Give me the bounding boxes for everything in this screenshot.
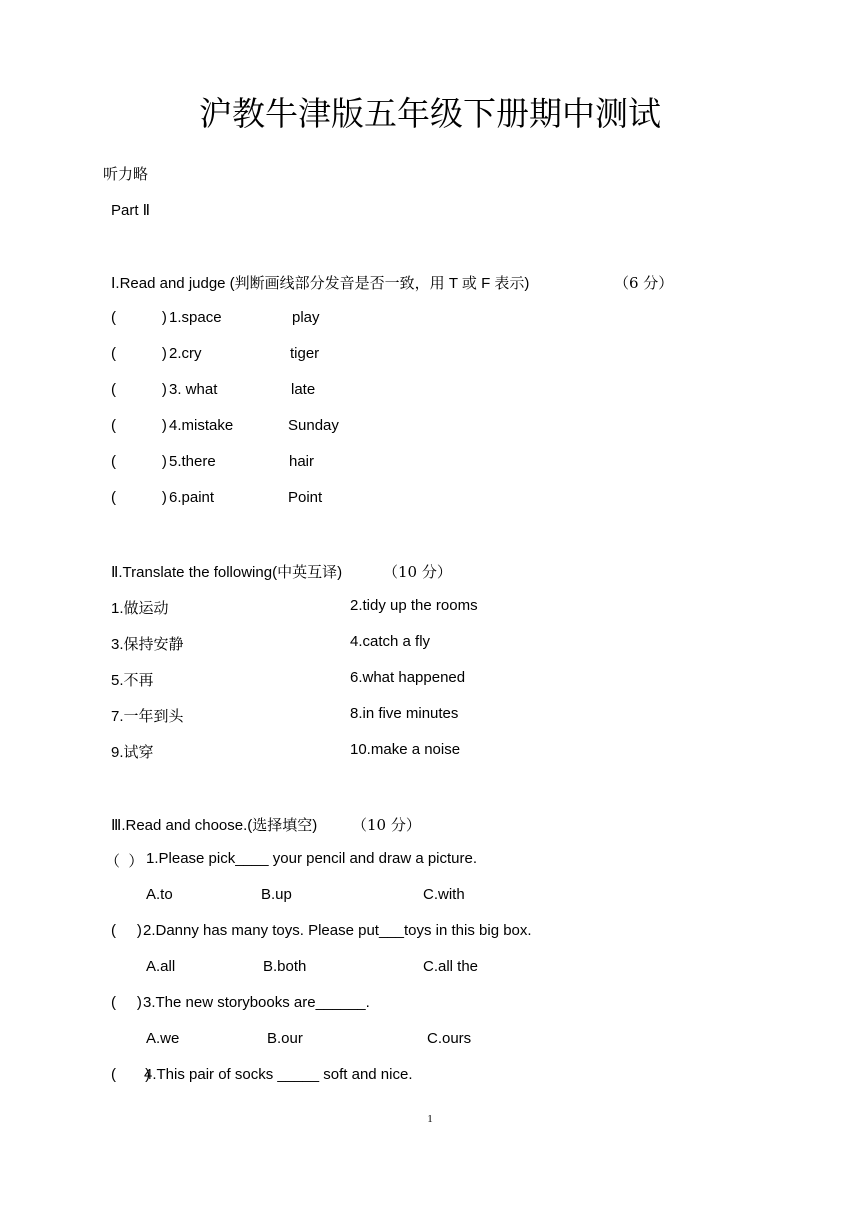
- answer-bracket: ( ): [111, 309, 167, 326]
- page-number: 1: [427, 1113, 433, 1125]
- answer-bracket: ( ): [111, 453, 167, 470]
- question-text: 1.Please pick____ your pencil and draw a picture.: [146, 850, 478, 867]
- translate-item-right: 10.make a noise: [350, 741, 461, 758]
- translate-item-right: 6.what happened: [350, 669, 466, 686]
- item-pair-word: play: [292, 309, 320, 326]
- section1-score: （6 分）: [614, 274, 674, 292]
- translate-item-right: 8.in five minutes: [350, 705, 459, 722]
- question-text: 3.The new storybooks are______.: [143, 994, 370, 1011]
- translate-item-right: 4.catch a fly: [350, 633, 431, 650]
- section2-heading: Ⅱ.Translate the following(中英互译): [111, 564, 343, 581]
- section2-score: （10 分）: [383, 563, 452, 581]
- item-word: 2.cry: [169, 345, 202, 362]
- answer-bracket: （ ）: [105, 853, 144, 870]
- answer-bracket: ( ): [111, 381, 167, 398]
- answer-bracket: ( ): [111, 489, 167, 506]
- translate-item-left: 1.做运动: [111, 600, 169, 617]
- option-b: B.our: [267, 1030, 303, 1047]
- answer-bracket: ( ): [111, 345, 167, 362]
- item-word: 4.mistake: [169, 417, 234, 434]
- item-pair-word: tiger: [290, 345, 320, 362]
- answer-bracket: ( ): [111, 417, 167, 434]
- item-word: 5.there: [169, 453, 216, 470]
- translate-item-right: 2.tidy up the rooms: [350, 597, 478, 614]
- option-c: C.ours: [427, 1030, 472, 1047]
- item-word: 3. what: [169, 381, 218, 398]
- section1-heading: Ⅰ.Read and judge (判断画线部分发音是否一致，用 T 或 F 表示): [111, 275, 530, 292]
- item-pair-word: Point: [288, 489, 323, 506]
- option-a: A.all: [146, 958, 176, 975]
- part-label: Part Ⅱ: [111, 202, 151, 219]
- item-pair-word: Sunday: [288, 417, 339, 434]
- option-b: B.both: [263, 958, 307, 975]
- section3-score: （10 分）: [352, 816, 421, 834]
- translate-item-left: 5.不再: [111, 672, 154, 689]
- option-b: B.up: [261, 886, 292, 903]
- section3-heading: Ⅲ.Read and choose.(选择填空): [111, 817, 318, 834]
- translate-item-left: 7.一年到头: [111, 708, 184, 725]
- item-pair-word: hair: [289, 453, 315, 470]
- option-a: A.to: [146, 886, 173, 903]
- answer-bracket: ( ): [111, 922, 142, 939]
- item-word: 1.space: [169, 309, 222, 326]
- listening-note: 听力略: [103, 165, 149, 183]
- question-text: 2.Danny has many toys. Please put___toys in this big box.: [143, 922, 532, 939]
- answer-bracket: ( ): [111, 994, 142, 1011]
- translate-item-left: 9.试穿: [111, 744, 154, 761]
- option-a: A.we: [146, 1030, 180, 1047]
- question-text: 4.This pair of socks _____ soft and nice.: [144, 1066, 413, 1083]
- option-c: C.with: [423, 886, 465, 903]
- translate-item-left: 3.保持安静: [111, 636, 184, 653]
- item-word: 6.paint: [169, 489, 215, 506]
- item-pair-word: late: [291, 381, 316, 398]
- answer-bracket: ( ): [111, 1066, 151, 1083]
- page-title: 沪教牛津版五年级下册期中测试: [199, 94, 661, 133]
- option-c: C.all the: [423, 958, 479, 975]
